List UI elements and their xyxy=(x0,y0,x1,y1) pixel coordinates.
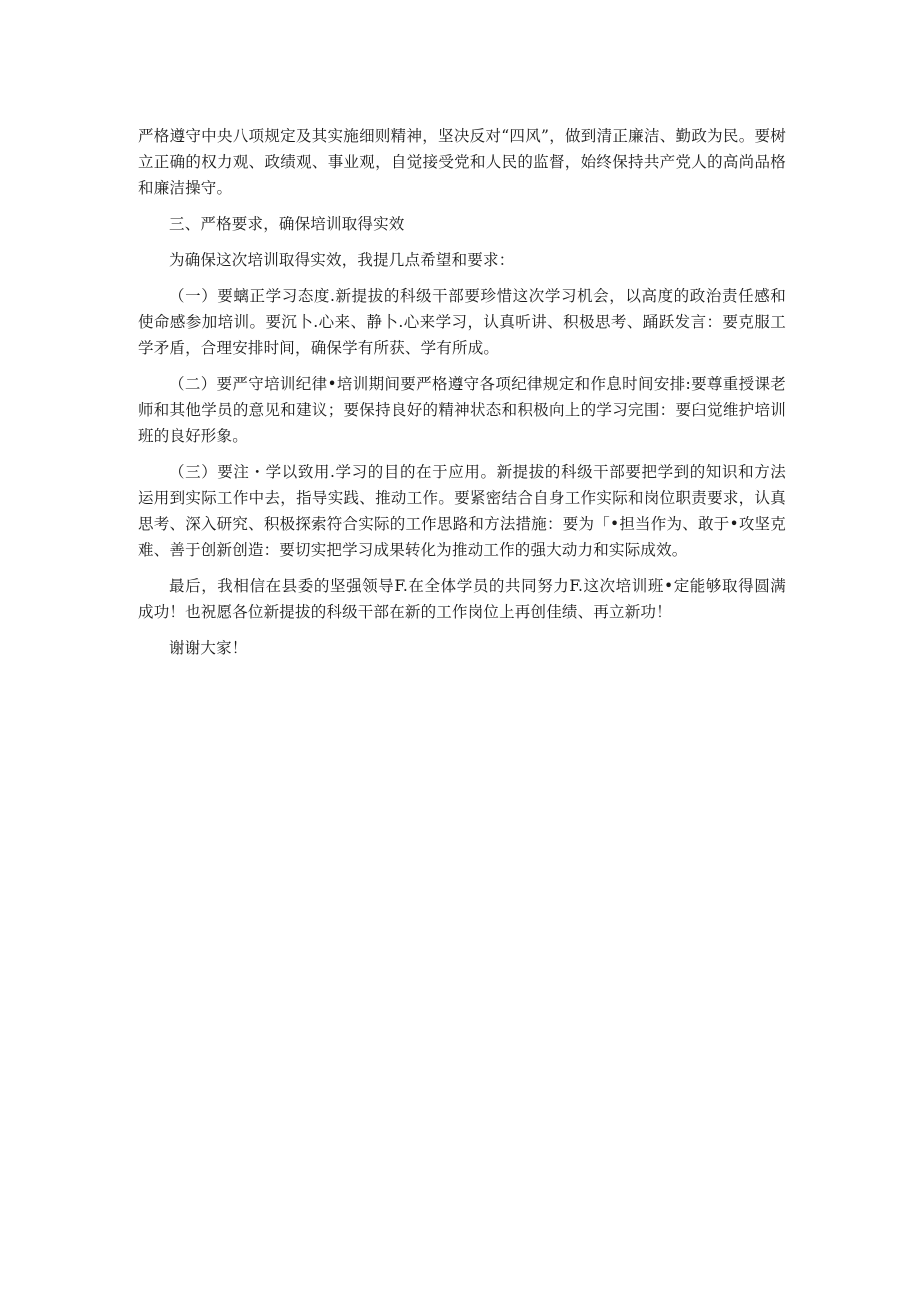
paragraph-requirement-one: （一）要螭正学习态度.新提拔的科级干部要珍惜这次学习机会，以高度的政治责任感和使命感参加培训。要沉卜.心来、静卜.心来学习，认真听讲、积极思考、踊跃发言：要克服工学矛盾，合理安排时间，确保学有所获、学有所成。 xyxy=(138,287,786,357)
paragraph-closing: 最后，我相信在县委的坚强领导F.在全体学员的共同努力F.这次培训班•定能够取得圆满成功！也祝愿各位新提拔的科级干部在新的工作岗位上再创佳绩、再立新功！ xyxy=(138,577,786,621)
section-heading-three: 三、严格要求，确保培训取得实效 xyxy=(169,215,405,233)
paragraph-thanks: 谢谢大家！ xyxy=(169,639,248,657)
paragraph-intro-requirements: 为确保这次培训取得实效，我提几点希望和要求： xyxy=(169,251,515,269)
paragraph-requirement-two: （二）要严守培训纪律•培训期间要严格遵守各项纪律规定和作息时间安排:要尊重授课老师和其他学员的意见和建议；要保持良好的精神状态和积极向上的学习完围：要臼觉维护培训班的良好形象。 xyxy=(138,375,786,445)
paragraph-integrity: 严格遵守中央八项规定及其实施细则精神，坚决反对“四风”，做到清正廉洁、勤政为民。要树立正确的权力观、政绩观、事业观，自觉接受党和人民的监督，始终保持共产党人的高尚品格和廉洁操守。 xyxy=(138,127,786,197)
paragraph-requirement-three: （三）要注・学以致用.学习的目的在于应用。新提拔的科级干部要把学到的知识和方法运用到实际工作中去，指导实践、推动工作。要紧密结合自身工作实际和岗位职责要求，认真思考、深入研究、积极探索符合实际的工作思路和方法措施：要为「•担当作为、敢于•攻坚克难、善于创新创造：要切实把学习成果转化为推动工作的强大动力和实际成效。 xyxy=(138,463,786,559)
document-body xyxy=(138,123,786,661)
